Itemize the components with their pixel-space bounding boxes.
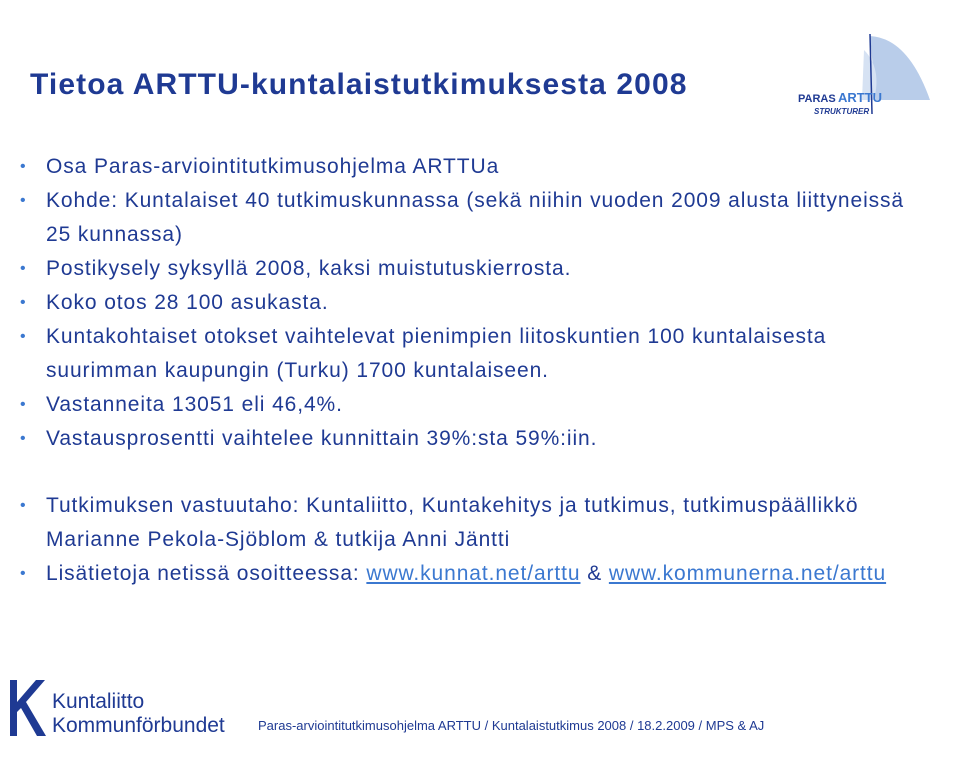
kuntaliitto-logo [8, 678, 258, 738]
bullet-item: • Vastausprosentti vaihtelee kunnittain 39%:sta 59%:iin. [20, 422, 920, 456]
bullet-item: • Kuntakohtaiset otokset vaihtelevat pienimpien liitoskuntien 100 kuntalaisesta suurimman kaupungin (Turku) 1700 kuntalaiseen. [20, 320, 920, 388]
page-title: Tietoa ARTTU-kuntalaistutkimuksesta 2008 [30, 68, 688, 101]
bullet-item: • Postikysely syksyllä 2008, kaksi muistutuskierrosta. [20, 252, 920, 286]
bullet-item: • Kohde: Kuntalaiset 40 tutkimuskunnassa (sekä niihin vuoden 2009 alusta liittyneissä 25 kunnassa) [20, 184, 920, 252]
bullet-item: • Vastanneita 13051 eli 46,4%. [20, 388, 920, 422]
footer-text: Paras-arviointitutkimusohjelma ARTTU / Kuntalaistutkimus 2008 / 18.2.2009 / MPS & AJ [258, 718, 765, 733]
k-mark-icon [10, 680, 46, 736]
bullet-item: • Koko otos 28 100 asukasta. [20, 286, 920, 320]
logo-paras-text: PARAS [798, 93, 836, 105]
info-prefix-text: Lisätietoja netissä osoitteessa: [46, 562, 367, 585]
paras-arttu-logo [790, 28, 950, 128]
kuntaliitto-name: Kuntaliitto [52, 690, 145, 713]
ampersand-text: & [580, 562, 609, 585]
bullet-item: • Osa Paras-arviointitutkimusohjelma ARTTUa [20, 150, 920, 184]
bullet-item-responsible: • Tutkimuksen vastuutaho: Kuntaliitto, Kuntakehitys ja tutkimus, tutkimuspäällikkö Marianne Pekola-Sjöblom & tutkija Anni Jäntti [20, 489, 920, 557]
bullet-list [20, 150, 920, 591]
kommunforbundet-name: Kommunförbundet [52, 714, 225, 737]
logo-arttu-text: ARTTU [838, 90, 883, 105]
kunnat-link[interactable]: www.kunnat.net/arttu [366, 562, 581, 585]
bullet-item-info [20, 557, 920, 591]
logo-strukturer-text: STRUKTURER [814, 107, 870, 116]
kommunerna-link[interactable]: www.kommunerna.net/arttu [608, 562, 887, 585]
